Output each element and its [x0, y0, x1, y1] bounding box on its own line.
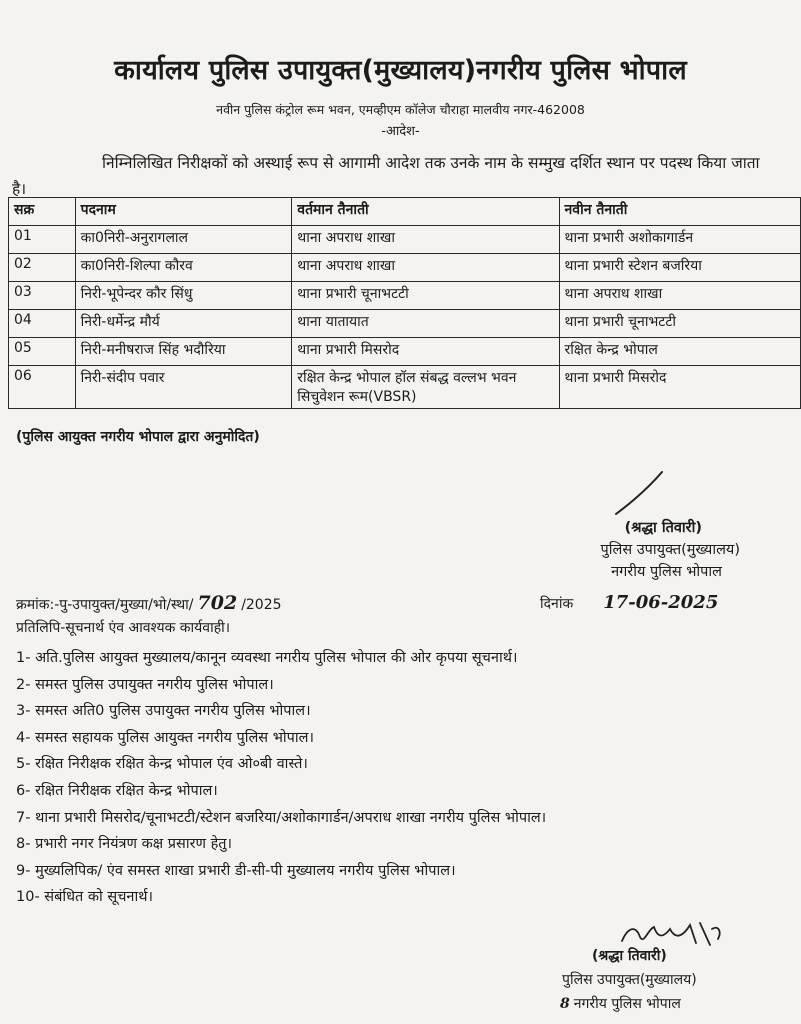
list-item: 5- रक्षित निरीक्षक रक्षित केन्द्र भोपाल एंव ओ०बी वास्ते। — [16, 756, 308, 773]
header-designation: पदनाम — [75, 198, 292, 226]
cell-new: थाना प्रभारी अशोकागार्डन — [559, 226, 800, 254]
header-current-posting: वर्तमान तैनाती — [292, 198, 559, 226]
cell-current: थाना अपराध शाखा — [292, 254, 559, 282]
cell-serial: 02 — [9, 254, 76, 282]
cell-serial: 04 — [9, 310, 76, 338]
list-item: 10- संबंधित को सूचनार्थ। — [16, 889, 153, 906]
cell-current: थाना यातायात — [292, 310, 559, 338]
order-intro-text: निम्निलिखित निरीक्षकों को अस्थाई रूप से आगामी आदेश तक उनके नाम के सम्मुख दर्शित स्थान पर पदस्थ किया जाता है। — [12, 154, 760, 198]
reference-number — [16, 592, 282, 614]
cell-new: थाना प्रभारी चूनाभटटी — [559, 310, 800, 338]
reference-handwritten-number: 702 — [197, 592, 238, 614]
date-label: दिनांक — [540, 596, 574, 612]
order-date — [540, 592, 718, 613]
list-item: 6- रक्षित निरीक्षक रक्षित केन्द्र भोपाल। — [16, 782, 218, 799]
cell-name: निरी-धर्मेन्द्र मौर्य — [75, 310, 292, 338]
list-item: 2- समस्त पुलिस उपायुक्त नगरीय पुलिस भोपाल। — [16, 676, 274, 693]
cell-new: थाना प्रभारी स्टेशन बजरिया — [559, 254, 800, 282]
cell-current: रक्षित केन्द्र भोपाल हॉल संबद्ध वल्लभ भवन सिचुवेशन रूम(VBSR) — [292, 366, 559, 409]
table-row — [9, 338, 801, 366]
reference-prefix: क्रमांक:-पु-उपायुक्त/मुख्या/भो/स्था/ — [16, 597, 194, 613]
signatory-city-text: नगरीय पुलिस भोपाल — [573, 996, 681, 1012]
list-item: 3- समस्त अति0 पुलिस उपायुक्त नगरीय पुलिस भोपाल। — [16, 703, 311, 720]
signature-block-bottom — [540, 944, 740, 1016]
cell-name: निरी-संदीप पवार — [75, 366, 292, 409]
table-row — [9, 282, 801, 310]
copy-recipient-list — [16, 645, 786, 911]
signatory-name: (श्रद्धा तिवारी) — [624, 520, 702, 536]
date-value: 17-06-2025 — [603, 592, 719, 613]
signatory-designation: पुलिस उपायुक्त(मुख्यालय) — [600, 542, 740, 558]
cell-current: थाना प्रभारी मिसरोद — [292, 338, 559, 366]
approval-note: (पुलिस आयुक्त नगरीय भोपाल द्वारा अनुमोदित) — [16, 429, 260, 445]
header-serial: सक्र — [9, 198, 76, 226]
cell-name: निरी-मनीषराज सिंह भदौरिया — [75, 338, 292, 366]
signatory-name: (श्रद्धा तिवारी) — [592, 948, 667, 964]
cell-serial: 06 — [9, 366, 76, 409]
office-title: कार्यालय पुलिस उपायुक्त(मुख्यालय)नगरीय पुलिस भोपाल — [114, 55, 687, 86]
table-row — [9, 226, 801, 254]
table-row — [9, 254, 801, 282]
list-item: 4- समस्त सहायक पुलिस आयुक्त नगरीय पुलिस भोपाल। — [16, 729, 314, 746]
signature-stroke-icon — [610, 468, 670, 518]
signatory-city — [540, 992, 740, 1016]
cell-serial: 01 — [9, 226, 76, 254]
cell-new: थाना अपराध शाखा — [559, 282, 800, 310]
list-item: 7- थाना प्रभारी मिसरोद/चूनाभटटी/स्टेशन बजरिया/अशोकागार्डन/अपराध शाखा नगरीय पुलिस भोपाल। — [16, 809, 547, 826]
cell-name: का0निरी-शिल्पा कौरव — [75, 254, 292, 282]
cell-serial: 03 — [9, 282, 76, 310]
reference-suffix: /2025 — [241, 597, 282, 613]
posting-table — [8, 197, 801, 409]
cell-new: थाना प्रभारी मिसरोद — [559, 366, 800, 409]
cell-name: निरी-भूपेन्दर कौर सिंधु — [75, 282, 292, 310]
list-item: 9- मुख्यलिपिक/ एंव समस्त शाखा प्रभारी डी-सी-पी मुख्यालय नगरीय पुलिस भोपाल। — [16, 862, 456, 879]
table-header-row — [9, 198, 801, 226]
list-item: 8- प्रभारी नगर नियंत्रण कक्ष प्रसारण हेतु। — [16, 836, 233, 853]
signatory-designation: पुलिस उपायुक्त(मुख्यालय) — [562, 972, 697, 988]
cell-current: थाना अपराध शाखा — [292, 226, 559, 254]
handwritten-mark: 8 — [560, 996, 570, 1012]
order-heading: -आदेश- — [381, 124, 420, 139]
cell-name: का0निरी-अनुरागलाल — [75, 226, 292, 254]
list-item: 1- अति.पुलिस आयुक्त मुख्यालय/कानून व्यवस्था नगरीय पुलिस भोपाल की ओर कृपया सूचनार्थ। — [16, 650, 518, 666]
table-row — [9, 310, 801, 338]
header-new-posting: नवीन तैनाती — [559, 198, 800, 226]
signatory-city: नगरीय पुलिस भोपाल — [611, 564, 722, 580]
table-row — [9, 366, 801, 409]
copy-heading: प्रतिलिपि-सूचनार्थ एंव आवश्यक कार्यवाही। — [16, 620, 231, 636]
signature-block-top — [540, 517, 740, 583]
cell-serial: 05 — [9, 338, 76, 366]
cell-new: रक्षित केन्द्र भोपाल — [559, 338, 800, 366]
cell-current: थाना प्रभारी चूनाभटटी — [292, 282, 559, 310]
office-address: नवीन पुलिस कंट्रोल रूम भवन, एमव्हीएम कॉलेज चौराहा मालवीय नगर-462008 — [216, 102, 585, 117]
